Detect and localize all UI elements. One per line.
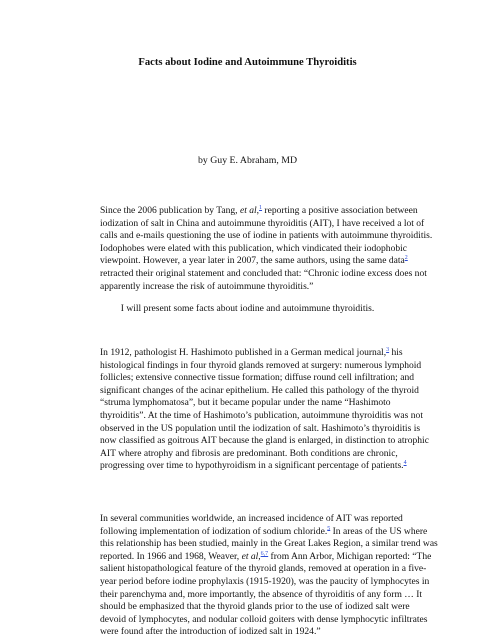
paragraph-hashimoto <box>100 347 438 473</box>
author-byline: by Guy E. Abraham, MD <box>197 155 298 166</box>
reference-link-3[interactable]: 3 <box>386 346 390 353</box>
text-segment: In 1912, pathologist H. Hashimoto published in a German medical journal, <box>100 347 387 358</box>
reference-link-4[interactable]: 4 <box>403 460 407 467</box>
text-segment: from Ann Arbor, Michigan reported: “The salient histopathological feature of the thyroid glands, removed at operation in a five-year period before iodine prophylaxis (1915-1920), was the paucity of lymphocytes in their parenchyma and, more importantly, the absence of thyroiditis of any form … It should be emphasized that the thyroid glands prior to the use of iodized salt were devoid of lymphocytes, and nodular colloid goiters with dense lymphocytic infiltrates were found after the introduction of iodized salt in 1924.” <box>100 550 432 638</box>
text-segment: Since the 2006 publication by Tang, <box>100 205 240 216</box>
paragraph-intro: Since the 2006 publication by Tang, et al,$^1$ reporting a positive association between iodization of salt in China and autoimmune thyroiditis (AIT), I have received a lot of calls and e-mails questioning the use of iodine in patients with autoimmune thyroiditis. Iodophobes were elated with this publication, which vindicated their iodophobic viewpoint. However, a year later in 2007, the same authors, using the same data$^2$ retracted their original statement and concluded that: “Chronic iodine excess does not apparently increase the risk of autoimmune thyroiditis.” <box>100 204 433 292</box>
et-al-italic: et al <box>239 205 257 216</box>
et-al-italic: et al <box>241 550 259 562</box>
text-segment: retracted their original statement and concluded that: “Chronic iodine excess does not apparently increase the risk of autoimmune thyroiditis.” <box>100 267 427 292</box>
reference-link-6-7[interactable]: 6,7 <box>260 550 269 557</box>
text-segment: In areas of the US where this relationship has been studied, mainly in the Great Lakes Region, a similar trend was reported. In 1966 and 1968, Weaver, <box>100 525 438 562</box>
text-segment: reporting a positive association between iodization of salt in China and autoimmune thyroiditis (AIT), I have received a lot of calls and e-mails questioning the use of iodine in patients with autoimmune thyroiditis. Iodophobes were elated with this publication, which vindicated their iodophobic viewpoint. However, a year later in 2007, the same authors, using the same data <box>100 205 433 267</box>
text-segment: In several communities worldwide, an increased incidence of AIT was reported following implementation of iodization of sodium chloride. <box>100 513 403 537</box>
reference-link-2[interactable]: 2 <box>404 255 408 262</box>
reference-link-5[interactable]: 5 <box>327 525 331 532</box>
document-title: Facts about Iodine and Autoimmune Thyroiditis <box>138 57 357 68</box>
text-segment: his histological findings in four thyroid glands removed at surgery: numerous lymphoid follicles; extensive connective tissue formation; diffuse round cell infiltration; and significant changes of the acinar epithelium. He called this pathology of the thyroid “struma lymphomatosa”, but it became popular under the name “Hashimoto thyroiditis”. At the time of Hashimoto’s publication, autoimmune thyroiditis was not observed in the US population until the iodization of salt. Hashimoto’s thyroiditis is now classified as goitrous AIT because the gland is enlarged, in distinction to atrophic AIT where atrophy and fibrosis are predominant. Both conditions are chronic, progressing over time to hypothyroidism in a significant percentage of patients. <box>100 347 429 472</box>
paragraph-iodization: In several communities worldwide, an increased incidence of AIT was reported following implementation of iodization of sodium chloride.$^5$ In areas of the US where this relationship has been studied, mainly in the Great Lakes Region, a similar trend was reported. In 1966 and 1968, Weaver, et al,$^{6,7}$ from Ann Arbor, Michigan reported: “The salient histopathological feature of the thyroid glands, removed at operation in a five-year period before iodine prophylaxis (1915-1920), was the paucity of lymphocytes in their parenchyma and, more importantly, the absence of thyroiditis of any form … It should be emphasized that the thyroid glands prior to the use of iodized salt were devoid of lymphocytes, and nodular colloid goiters with dense lymphocytic infiltrates were found after the introduction of iodized salt in 1924.” <box>100 513 438 638</box>
reference-link-1[interactable]: 1 <box>259 204 263 211</box>
paragraph-summary: I will present some facts about iodine and autoimmune thyroiditis. <box>120 303 375 314</box>
